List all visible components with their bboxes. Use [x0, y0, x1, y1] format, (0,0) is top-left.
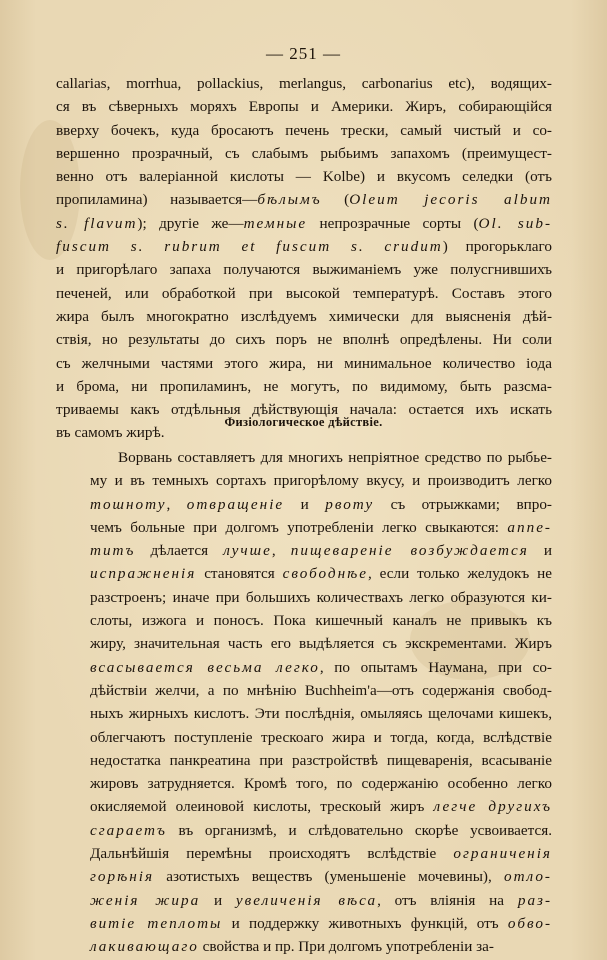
- emphasized-term: горѣнія: [90, 868, 155, 886]
- section-heading: Физіологическое дѣйствіе.: [224, 415, 383, 429]
- emphasized-term: увеличенія вѣса: [235, 891, 378, 909]
- emphasized-term: аппе-: [507, 518, 552, 536]
- emphasized-term: женія жира: [90, 891, 201, 909]
- emphasized-term: пищевареніе возбуждается: [290, 542, 529, 560]
- emphasized-term: отло-: [503, 868, 552, 886]
- text-line: сгараетъ въ организмѣ, и слѣдовательно скорѣе усвоивается.: [90, 821, 552, 839]
- page-number: — 251 —: [266, 44, 341, 63]
- emphasized-term: легче другихъ: [433, 798, 552, 816]
- text-line: слоты, изжога и поносъ. Пока кишечный каналъ не привыкъ къ: [90, 612, 552, 630]
- text-line: дѣйствіи желчи, а по мнѣнію Buchheim'а—отъ содержанія свобод-: [90, 681, 552, 699]
- text-line: ся въ сѣверныхъ моряхъ Европы и Америки. Жиръ, собирающійся: [56, 98, 552, 116]
- text-line: вверху бочекъ, куда бросаютъ печень трески, самый чистый и со-: [56, 121, 552, 139]
- text-line: s. flavum); другіе же—темные непрозрачные сорты (Ol. sub-: [56, 214, 553, 232]
- text-line: тошноту, отвращеніе и рвоту съ отрыжками; впро-: [90, 495, 552, 513]
- text-line: испражненія становятся свободнѣе, если только желудокъ не: [90, 565, 552, 583]
- emphasized-term: сгараетъ: [90, 821, 167, 839]
- text-line: всасывается весьма легко, по опытамъ Наумана, при со-: [90, 658, 552, 676]
- emphasized-term: всасывается весьма легко: [90, 658, 320, 676]
- text-line: жировъ затрудняется. Кромѣ того, по содержанію особенно легко: [90, 775, 552, 793]
- emphasized-term: витіе теплоты: [90, 914, 223, 932]
- emphasized-term: ограниченія: [453, 845, 552, 863]
- emphasized-term: s. flavum: [56, 214, 138, 232]
- paragraph-physiological-action: [56, 446, 552, 959]
- text-line: лакивающаго свойства и пр. При долгомъ употребленіи за-: [90, 938, 494, 956]
- emphasized-term: испражненія: [90, 565, 197, 583]
- emphasized-term: темные: [243, 214, 308, 232]
- paragraph-cod-liver-oil-sorts: [56, 72, 552, 445]
- text-line: жиру, значительная часть его выдѣляется съ экскрементами. Жиръ: [90, 635, 552, 653]
- text-line: и пригорѣлаго запаха получаются выжиманіемъ уже полусгнившихъ: [56, 261, 552, 279]
- emphasized-term: лакивающаго: [90, 938, 199, 956]
- text-line: витіе теплоты и поддержку животныхъ функцій, отъ обво-: [90, 914, 552, 932]
- text-line: облегчаютъ поступленіе трескоаго жира и тогда, когда, вслѣдствіе: [90, 728, 552, 746]
- text-line: и брома, ни пропиламинъ, не могутъ, по видимому, быть разсма-: [56, 377, 552, 395]
- emphasized-term: тошноту: [90, 495, 167, 513]
- text-line: вершенно прозрачный, съ слабымъ рыбьимъ запахомъ (преимущест-: [56, 144, 552, 162]
- emphasized-term: Oleum jecoris album: [349, 191, 553, 209]
- emphasized-term: отвращеніе: [186, 495, 285, 513]
- text-line: триваемы какъ отдѣльныя дѣйствующія начала: остается ихъ искать: [56, 401, 552, 419]
- emphasized-term: Ol. sub-: [478, 214, 553, 232]
- text-line: пропиламина) называется—бѣлымъ (Oleum jecoris album: [56, 191, 553, 209]
- text-line: жира былъ многократно изслѣдуемъ химически для выясненія дѣй-: [56, 307, 552, 325]
- emphasized-term: раз-: [517, 891, 553, 909]
- text-line: ныхъ жирныхъ кислотъ. Эти послѣднія, омыляясь щелочами кишекъ,: [90, 705, 552, 723]
- text-line: венно отъ валеріанной кислоты — Kolbe) и вкусомъ селедки (отъ: [56, 168, 552, 186]
- text-line: недостатка панкреатина при разстройствѣ пищеваренія, всасываніе: [90, 751, 552, 769]
- text-line: Ворвань составляетъ для многихъ непріятное средство по рыбье-: [118, 449, 552, 466]
- emphasized-term: обво-: [507, 914, 552, 932]
- text-line: женія жира и увеличенія вѣса, отъ вліянія на раз-: [90, 891, 553, 909]
- emphasized-term: титъ: [90, 542, 136, 560]
- text-line: чемъ больные при долгомъ употребленіи легко свыкаются: аппе-: [90, 518, 552, 536]
- text-line: въ самомъ жирѣ.: [56, 424, 165, 442]
- text-line: съ желчными частями этого жира, ни минимальное количество іода: [56, 354, 552, 372]
- text-line: окисляемой олеиновой кислоты, трескоый жиръ легче другихъ: [90, 798, 552, 816]
- emphasized-term: fuscum s. rubrum et fuscum s. crudum: [56, 238, 443, 256]
- text-line: callarias, morrhua, pollackius, merlangus, carbonarius etc), водящих-: [56, 75, 552, 92]
- text-line: ствія, но результаты до сихъ поръ не вполнѣ опредѣлены. Ни соли: [56, 331, 552, 349]
- text-line: печеней, или обработкой при высокой температурѣ. Составъ этого: [56, 284, 552, 302]
- text-line: титъ дѣлается лучше, пищевареніе возбуждается и: [90, 542, 552, 560]
- text-line: горѣнія азотистыхъ веществъ (уменьшеніе мочевины), отло-: [90, 868, 552, 886]
- emphasized-term: лучше: [223, 542, 272, 560]
- text-line: разстроенъ; иначе при большихъ количествахъ легко образуются ки-: [90, 588, 552, 606]
- text-line: fuscum s. rubrum et fuscum s. crudum) прогорьклаго: [56, 238, 552, 256]
- emphasized-term: свободнѣе: [282, 565, 369, 583]
- text-line: Дальнѣйшія перемѣны происходятъ вслѣдствіе ограниченія: [90, 845, 552, 863]
- text-line: му и въ темныхъ сортахъ пригорѣлому вкусу, и производитъ легко: [90, 472, 552, 490]
- emphasized-term: рвоту: [325, 495, 375, 513]
- emphasized-term: бѣлымъ: [257, 191, 322, 209]
